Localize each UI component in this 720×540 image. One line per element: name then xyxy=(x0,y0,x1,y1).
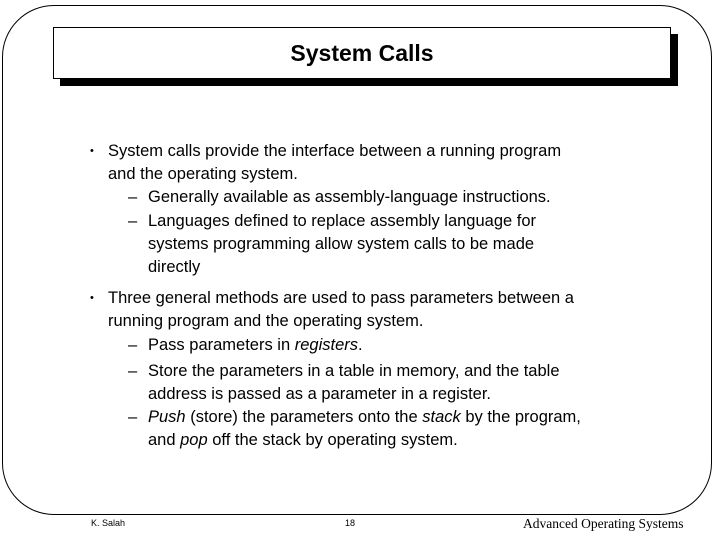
dash-marker: – xyxy=(128,408,138,426)
subitem-2-2-line-2: address is passed as a parameter in a register. xyxy=(148,385,492,403)
emphasis-push: Push xyxy=(148,408,186,426)
bullet-2-line-2: running program and the operating system. xyxy=(108,312,424,330)
slide-title: System Calls xyxy=(290,39,434,66)
footer-author: K. Salah xyxy=(91,518,126,528)
subitem-1-2-line-2: systems programming allow system calls to be made xyxy=(148,235,535,253)
subitem-1-1-line-1: Generally available as assembly-language instructions. xyxy=(148,188,551,206)
subitem-2-1-line-1: Pass parameters in registers. xyxy=(148,336,363,354)
subitem-2-3-line-2: and pop off the stack by operating system. xyxy=(148,431,458,449)
emphasis-registers: registers xyxy=(294,336,359,354)
bullet-2-line-1: Three general methods are used to pass parameters between a xyxy=(108,289,574,307)
dash-marker: – xyxy=(128,362,138,380)
bullet-marker: • xyxy=(90,292,94,304)
bullet-1-line-1: System calls provide the interface between a running program xyxy=(108,142,562,160)
dash-marker: – xyxy=(128,188,138,206)
footer-page-number: 18 xyxy=(345,518,356,528)
subitem-1-2-line-3: directly xyxy=(148,258,201,276)
emphasis-pop: pop xyxy=(180,431,208,449)
bullet-1-line-2: and the operating system. xyxy=(108,165,298,183)
dash-marker: – xyxy=(128,336,138,354)
dash-marker: – xyxy=(128,212,138,230)
footer-course-title: Advanced Operating Systems xyxy=(523,516,684,531)
subitem-2-2-line-1: Store the parameters in a table in memory, and the table xyxy=(148,362,560,380)
emphasis-stack: stack xyxy=(422,408,461,426)
subitem-1-2-line-1: Languages defined to replace assembly language for xyxy=(148,212,537,230)
subitem-2-3-line-1: Push (store) the parameters onto the stack by the program, xyxy=(148,408,581,426)
bullet-marker: • xyxy=(90,145,94,157)
